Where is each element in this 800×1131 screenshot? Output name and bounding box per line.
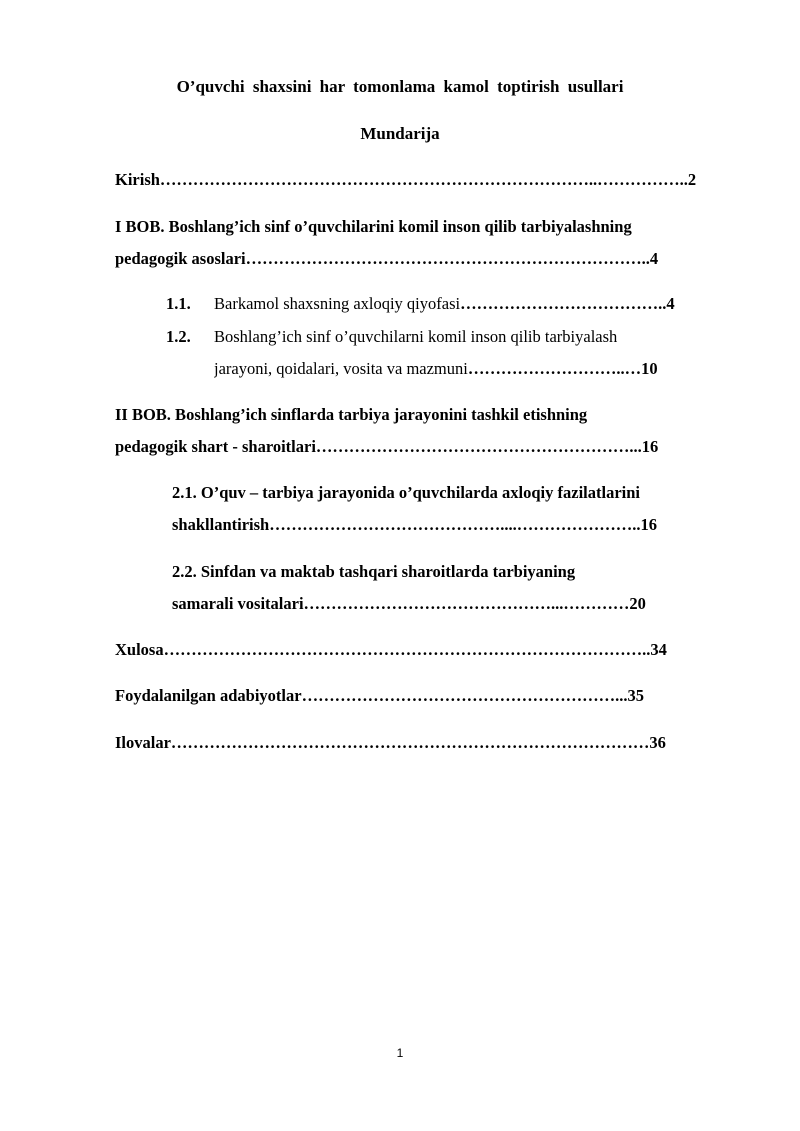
toc-section-1-1-number: 1.1. [166, 294, 191, 313]
toc-entry-bob1-line1: I BOB. Boshlang’ich sinf o’quvchilarini komil inson qilib tarbiyalashning [115, 217, 632, 236]
toc-section-2-2-line2: samarali vositalari………………………………………...…………20 [172, 594, 646, 613]
toc-section-1-1-text: Barkamol shaxsning axloqiy qiyofasi [214, 294, 461, 313]
toc-section-1-2-number: 1.2. [166, 327, 191, 346]
toc-entry-xulosa: Xulosa……………………………………………………………………………..34 [115, 640, 667, 659]
page-number: 1 [396, 1046, 404, 1060]
toc-section-1-1-dots: ………………………………..4 [460, 294, 675, 313]
toc-section-1-2-line1: Boshlang’ich sinf o’quvchilarni komil inson qilib tarbiyalash [214, 327, 618, 346]
toc-entry-foydalanilgan-adabiyotlar: Foydalanilgan adabiyotlar…………………………………………………...35 [115, 686, 644, 705]
toc-entry-bob1-dots: ………………………………………………………………..4 [245, 249, 659, 268]
toc-entry-kirish: Kirish……………………………………………………………………..……………..2 [115, 170, 697, 189]
toc-entry-bob2-line2: pedagogik shart - sharoitlari…………………………………………………...16 [115, 437, 659, 456]
toc-section-2-1-line1: 2.1. O’quv – tarbiya jarayonida o’quvchilarda axloqiy fazilatlarini [172, 483, 640, 502]
document-title: O’quvchi shaxsini har tomonlama kamol toptirish usullari [176, 77, 624, 96]
toc-section-1-2-text: jarayoni, qoidalari, vosita va mazmuni [214, 359, 468, 378]
toc-entry-ilovalar: Ilovalar……………………………………………………………………………36 [115, 733, 666, 752]
toc-section-1-1 [214, 294, 741, 314]
toc-section-2-2-line1: 2.2. Sinfdan va maktab tashqari sharoitlarda tarbiyaning [172, 562, 576, 581]
toc-section-1-2-dots: ………………………..…10 [467, 359, 658, 378]
toc-section-2-1-line2: shakllantirish……………………………………....…………………..16 [172, 515, 657, 534]
toc-entry-bob1-line2 [115, 249, 741, 269]
toc-entry-bob2-line1: II BOB. Boshlang’ich sinflarda tarbiya jarayonini tashkil etishning [115, 405, 588, 424]
toc-heading: Mundarija [360, 124, 440, 143]
toc-section-1-2-line2 [214, 359, 741, 379]
toc-entry-bob1-text: pedagogik asoslari [115, 249, 246, 268]
